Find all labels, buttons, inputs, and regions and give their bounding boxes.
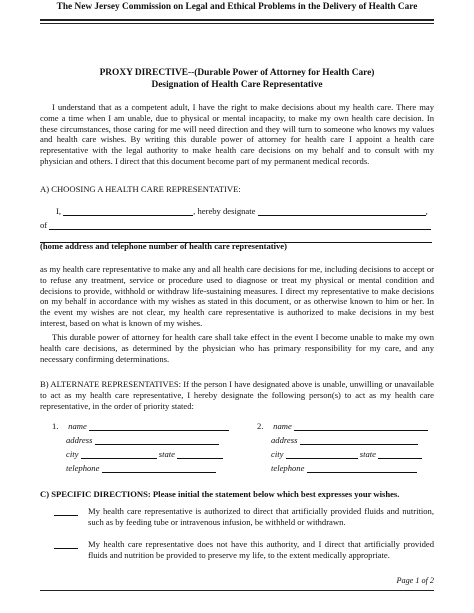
alternate-1-telephone-row	[66, 463, 216, 473]
direction-option-1-text: My health care representative is authorized to direct that artificially provided fluids and nutrition, such as by feeding tube or intravenous infusion, be withheld or withdrawn.	[88, 506, 434, 527]
alternate-2-name-label: name	[273, 421, 292, 431]
alternate-1-city-row	[66, 449, 223, 459]
alternate-1-state-field[interactable]	[177, 449, 223, 459]
header-rule-thick	[40, 19, 434, 21]
alternate-2-address-field[interactable]	[300, 435, 418, 445]
alternate-1-telephone-label: telephone	[66, 463, 100, 473]
commission-header: The New Jersey Commission on Legal and Ethical Problems in the Delivery of Health Care	[56, 2, 418, 12]
alternate-1-address-field[interactable]	[95, 435, 219, 445]
section-c-heading: C) SPECIFIC DIRECTIONS: Please initial the statement below which best expresses your wishes.	[40, 489, 400, 499]
alternate-1-city-field[interactable]	[81, 449, 157, 459]
i-label: I,	[56, 206, 62, 216]
alternate-1-name-label: name	[68, 421, 87, 431]
initial-field-2[interactable]	[54, 539, 78, 549]
designate-label: , hereby designate	[193, 206, 256, 216]
alternate-2-city-label: city	[271, 449, 284, 459]
alternate-2-city-field[interactable]	[286, 449, 358, 459]
alternate-1-name-row	[52, 421, 229, 431]
alternate-2-telephone-label: telephone	[271, 463, 305, 473]
designation-row: I, , hereby designate ,	[56, 206, 428, 216]
representative-name-field[interactable]	[258, 206, 426, 216]
alternate-2-address-label: address	[271, 435, 298, 445]
effective-paragraph: This durable power of attorney for health care shall take effect in the event I become unable to make my own health care decisions, as determined by the physician who has primary responsibility for my care, and any necessary confirming determinations.	[40, 332, 434, 364]
alternate-2-state-label: state	[359, 449, 376, 459]
alternate-1-city-label: city	[66, 449, 79, 459]
footer-rule	[40, 590, 434, 591]
alternate-1-address-label: address	[66, 435, 93, 445]
alternate-1-state-label: state	[158, 449, 175, 459]
representative-address-field[interactable]	[49, 220, 431, 230]
intro-paragraph: I understand that as a competent adult, I have the right to make decisions about my health care. There may come a time when I am unable, due to physical or mental incapacity, to make my own health care decision. In these circumstances, those caring for me will need direction and they will turn to someone who knows my values and health care wishes. By writing this durable power of attorney for health care I appoint a health care representative with the legal authority to make health care decisions on my behalf and to consult with my physician and others. I direct that this document become part of my permanent medical records.	[40, 102, 434, 166]
alternate-2-number: 2.	[257, 421, 264, 431]
alternate-2-address-row	[271, 435, 418, 445]
header-rule-thin	[40, 23, 434, 24]
alternate-2-state-field[interactable]	[378, 449, 422, 459]
document-subtitle: Designation of Health Care Representative	[151, 80, 323, 90]
alternate-1-number: 1.	[52, 421, 59, 431]
of-label: of	[40, 220, 48, 230]
document-title: PROXY DIRECTIVE--(Durable Power of Attorney for Health Care)	[99, 68, 375, 78]
initial-field-1[interactable]	[54, 506, 78, 516]
alternate-2-name-row	[257, 421, 428, 431]
alternate-2-city-row	[271, 449, 422, 459]
alternate-1-address-row	[66, 435, 219, 445]
alternate-2-name-field[interactable]	[294, 421, 428, 431]
direction-option-2-text: My health care representative does not have this authority, and I direct that artificially provided fluids and nutrition be provided to preserve my life, to the extent medically appropriate.	[88, 539, 434, 560]
address-caption: (home address and telephone number of health care representative)	[40, 241, 287, 251]
of-row	[40, 220, 434, 230]
authority-paragraph: as my health care representative to make any and all health care decisions for me, including decisions to accept or to refuse any treatment, service or procedure used to diagnose or treat my physical or mental condition and decisions to provide, withhold or withdraw life-sustaining measures. I direct my representative to make decisions on my behalf in accordance with my wishes as stated in this document, or as otherwise known to him or her. In the event my wishes are not clear, my health care representative is authorized to make decisions in my best interest, based on what is known of my wishes.	[40, 264, 434, 328]
section-a-heading: A) CHOOSING A HEALTH CARE REPRESENTATIVE:	[40, 184, 241, 194]
alternate-2-telephone-field[interactable]	[307, 463, 417, 473]
alternate-1-name-field[interactable]	[89, 421, 229, 431]
page-number: Page 1 of 2	[396, 576, 434, 585]
principal-name-field[interactable]	[63, 206, 193, 216]
alternate-1-telephone-field[interactable]	[102, 463, 216, 473]
alternate-2-telephone-row	[271, 463, 417, 473]
section-b-paragraph: B) ALTERNATE REPRESENTATIVES: If the person I have designated above is unable, unwilling or unavailable to act as my health care representative, I hereby designate the following person(s) to act as my health care representative, in the order of priority stated:	[40, 379, 434, 411]
